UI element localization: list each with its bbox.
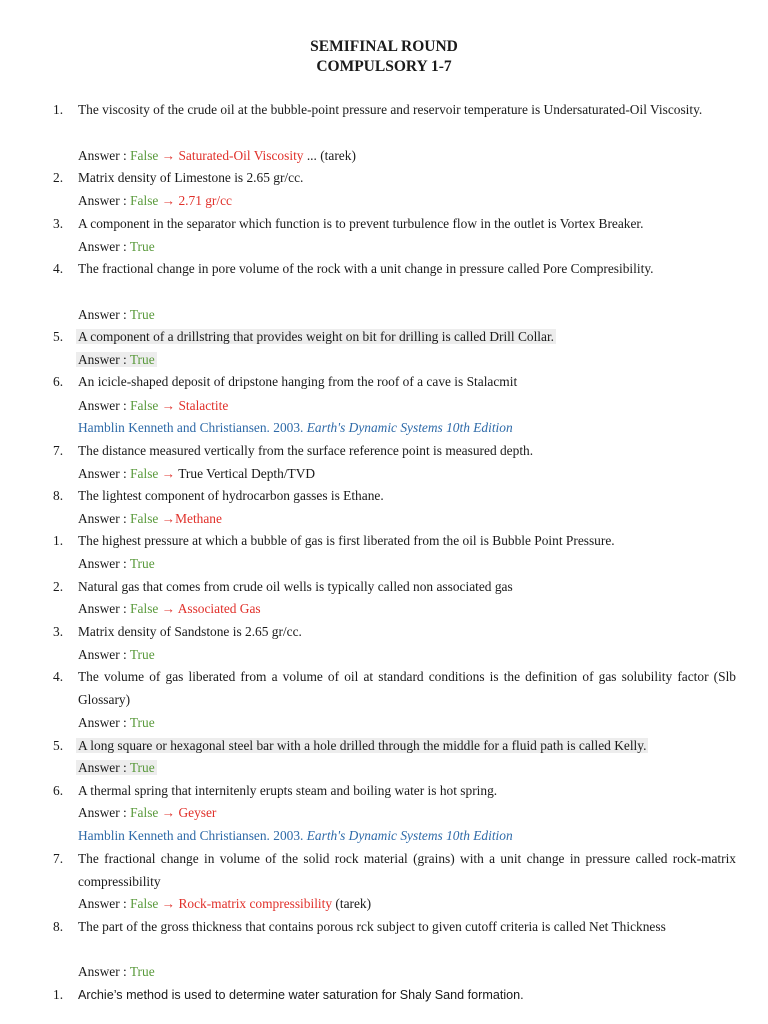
answer-line bbox=[78, 712, 155, 735]
answer-label: Answer : bbox=[78, 307, 130, 322]
question-text: The viscosity of the crude oil at the bubble-point pressure and reservoir temperature is Undersaturated-Oil Viscosity. bbox=[78, 102, 703, 117]
question-number: 8. bbox=[53, 919, 64, 934]
arrow-icon: → bbox=[161, 511, 176, 526]
answer-value: True bbox=[129, 239, 155, 254]
answer-label: Answer : bbox=[78, 896, 131, 911]
question-text: The fractional change in volume of the solid rock material (grains) with a unit change in pressure called rock-matrix compressibility bbox=[78, 851, 736, 889]
question-number: 2. bbox=[53, 170, 64, 185]
correction-text: Stalactite bbox=[178, 398, 229, 413]
arrow-icon: → bbox=[161, 398, 176, 413]
question-text: The lightest component of hydrocarbon gasses is Ethane. bbox=[78, 488, 384, 503]
question-number: 3. bbox=[53, 624, 64, 639]
question-text: A thermal spring that internitenly erupts steam and boiling water is hot spring. bbox=[78, 783, 498, 798]
answer-label: Answer : bbox=[78, 760, 130, 775]
answer-value: False bbox=[130, 466, 159, 481]
answer-label: Answer : bbox=[78, 511, 131, 526]
answer-value: True bbox=[129, 760, 155, 775]
answer-label: Answer : bbox=[78, 398, 131, 413]
arrow-icon: → bbox=[161, 148, 176, 163]
correction-text: Associated Gas bbox=[177, 601, 261, 616]
arrow-icon: → bbox=[161, 193, 176, 208]
answer-value: False bbox=[130, 193, 159, 208]
citation-title: Earth's Dynamic Systems 10th Edition bbox=[306, 420, 513, 435]
question-number: 1. bbox=[53, 102, 64, 117]
answer-label: Answer : bbox=[78, 805, 131, 820]
citation bbox=[78, 825, 513, 848]
answer-line bbox=[78, 553, 155, 576]
answer-line bbox=[78, 145, 356, 168]
answer-line bbox=[78, 757, 157, 780]
answer-line bbox=[78, 893, 371, 916]
correction-text: Rock-matrix compressibility bbox=[178, 896, 333, 911]
arrow-icon: → bbox=[161, 466, 176, 481]
answer-line bbox=[78, 644, 155, 667]
answer-value: False bbox=[130, 511, 159, 526]
answer-value: True bbox=[129, 556, 155, 571]
question-text: The distance measured vertically from the surface reference point is measured depth. bbox=[78, 443, 534, 458]
answer-label: Answer : bbox=[78, 239, 130, 254]
title-line-2: COMPULSORY 1-7 bbox=[316, 58, 452, 75]
question-number: 6. bbox=[53, 374, 64, 389]
answer-line bbox=[78, 961, 155, 984]
answer-line bbox=[78, 236, 155, 259]
arrow-icon: → bbox=[161, 601, 176, 616]
question-text: An icicle-shaped deposit of dripstone hanging from the roof of a cave is Stalacmit bbox=[78, 374, 518, 389]
correction-text: Methane bbox=[175, 511, 222, 526]
citation-title: Earth's Dynamic Systems 10th Edition bbox=[306, 828, 513, 843]
answer-line bbox=[78, 395, 228, 418]
question-number: 4. bbox=[53, 261, 64, 276]
answer-line bbox=[78, 304, 155, 327]
question-text: Matrix density of Limestone is 2.65 gr/cc. bbox=[78, 170, 304, 185]
answer-value: False bbox=[130, 896, 159, 911]
answer-value: False bbox=[130, 148, 159, 163]
question-number: 7. bbox=[53, 443, 64, 458]
correction-text: Saturated-Oil Viscosity bbox=[178, 148, 304, 163]
answer-line bbox=[78, 190, 232, 213]
answer-label: Answer : bbox=[78, 466, 131, 481]
question-text: A long square or hexagonal steel bar with a hole drilled through the middle for a fluid path is called Kelly. bbox=[78, 738, 647, 753]
correction-text: Geyser bbox=[178, 805, 217, 820]
answer-value: False bbox=[130, 601, 159, 616]
citation-author: Hamblin Kenneth and Christiansen. 2003. bbox=[78, 420, 307, 435]
answer-note: (tarek) bbox=[332, 896, 372, 911]
answer-label: Answer : bbox=[78, 964, 130, 979]
answer-line bbox=[78, 598, 261, 621]
answer-line bbox=[78, 349, 157, 372]
title-line-1: SEMIFINAL ROUND bbox=[310, 38, 458, 55]
question-number: 1. bbox=[53, 987, 64, 1002]
question-number: 2. bbox=[53, 579, 64, 594]
correction-text: True Vertical Depth/TVD bbox=[178, 466, 316, 481]
question-text: The highest pressure at which a bubble of gas is first liberated from the oil is Bubble Point Pressure. bbox=[78, 533, 615, 548]
answer-note: ... (tarek) bbox=[303, 148, 356, 163]
answer-label: Answer : bbox=[78, 556, 130, 571]
answer-value: False bbox=[130, 398, 159, 413]
question-number: 6. bbox=[53, 783, 64, 798]
answer-label: Answer : bbox=[78, 193, 131, 208]
arrow-icon: → bbox=[161, 805, 176, 820]
arrow-icon: → bbox=[161, 896, 176, 911]
answer-line bbox=[78, 463, 315, 486]
answer-label: Answer : bbox=[78, 148, 131, 163]
answer-label: Answer : bbox=[78, 601, 131, 616]
question-number: 3. bbox=[53, 216, 64, 231]
question-text: The part of the gross thickness that contains porous rck subject to given cutoff criteria is called Net Thickness bbox=[78, 919, 666, 934]
question-number: 5. bbox=[53, 329, 64, 344]
answer-line bbox=[78, 508, 222, 531]
citation bbox=[78, 417, 513, 440]
question-number: 4. bbox=[53, 669, 64, 684]
question-number: 8. bbox=[53, 488, 64, 503]
question-number: 1. bbox=[53, 533, 64, 548]
answer-value: True bbox=[129, 307, 155, 322]
answer-label: Answer : bbox=[78, 352, 130, 367]
question-text: The fractional change in pore volume of the rock with a unit change in pressure called Pore Compresibility. bbox=[78, 261, 654, 276]
question-text: Natural gas that comes from crude oil wells is typically called non associated gas bbox=[78, 579, 513, 594]
question-number: 7. bbox=[53, 851, 64, 866]
question-number: 5. bbox=[53, 738, 64, 753]
question-text: Matrix density of Sandstone is 2.65 gr/cc. bbox=[78, 624, 302, 639]
answer-line bbox=[78, 802, 216, 825]
answer-value: True bbox=[129, 715, 155, 730]
answer-label: Answer : bbox=[78, 647, 130, 662]
question-text: A component in the separator which function is to prevent turbulence flow in the outlet is Vortex Breaker. bbox=[78, 216, 644, 231]
document-title bbox=[0, 37, 768, 77]
answer-label: Answer : bbox=[78, 715, 130, 730]
citation-author: Hamblin Kenneth and Christiansen. 2003. bbox=[78, 828, 307, 843]
correction-text: 2.71 gr/cc bbox=[178, 193, 232, 208]
question-text: Archie’s method is used to determine water saturation for Shaly Sand formation. bbox=[78, 988, 524, 1002]
question-text: A component of a drillstring that provides weight on bit for drilling is called Drill Collar. bbox=[78, 329, 555, 344]
answer-value: True bbox=[129, 352, 155, 367]
question-text: The volume of gas liberated from a volume of oil at standard conditions is the definition of gas solubility factor (Slb Glossary) bbox=[78, 669, 736, 707]
answer-value: True bbox=[129, 964, 155, 979]
answer-value: False bbox=[130, 805, 159, 820]
answer-value: True bbox=[129, 647, 155, 662]
